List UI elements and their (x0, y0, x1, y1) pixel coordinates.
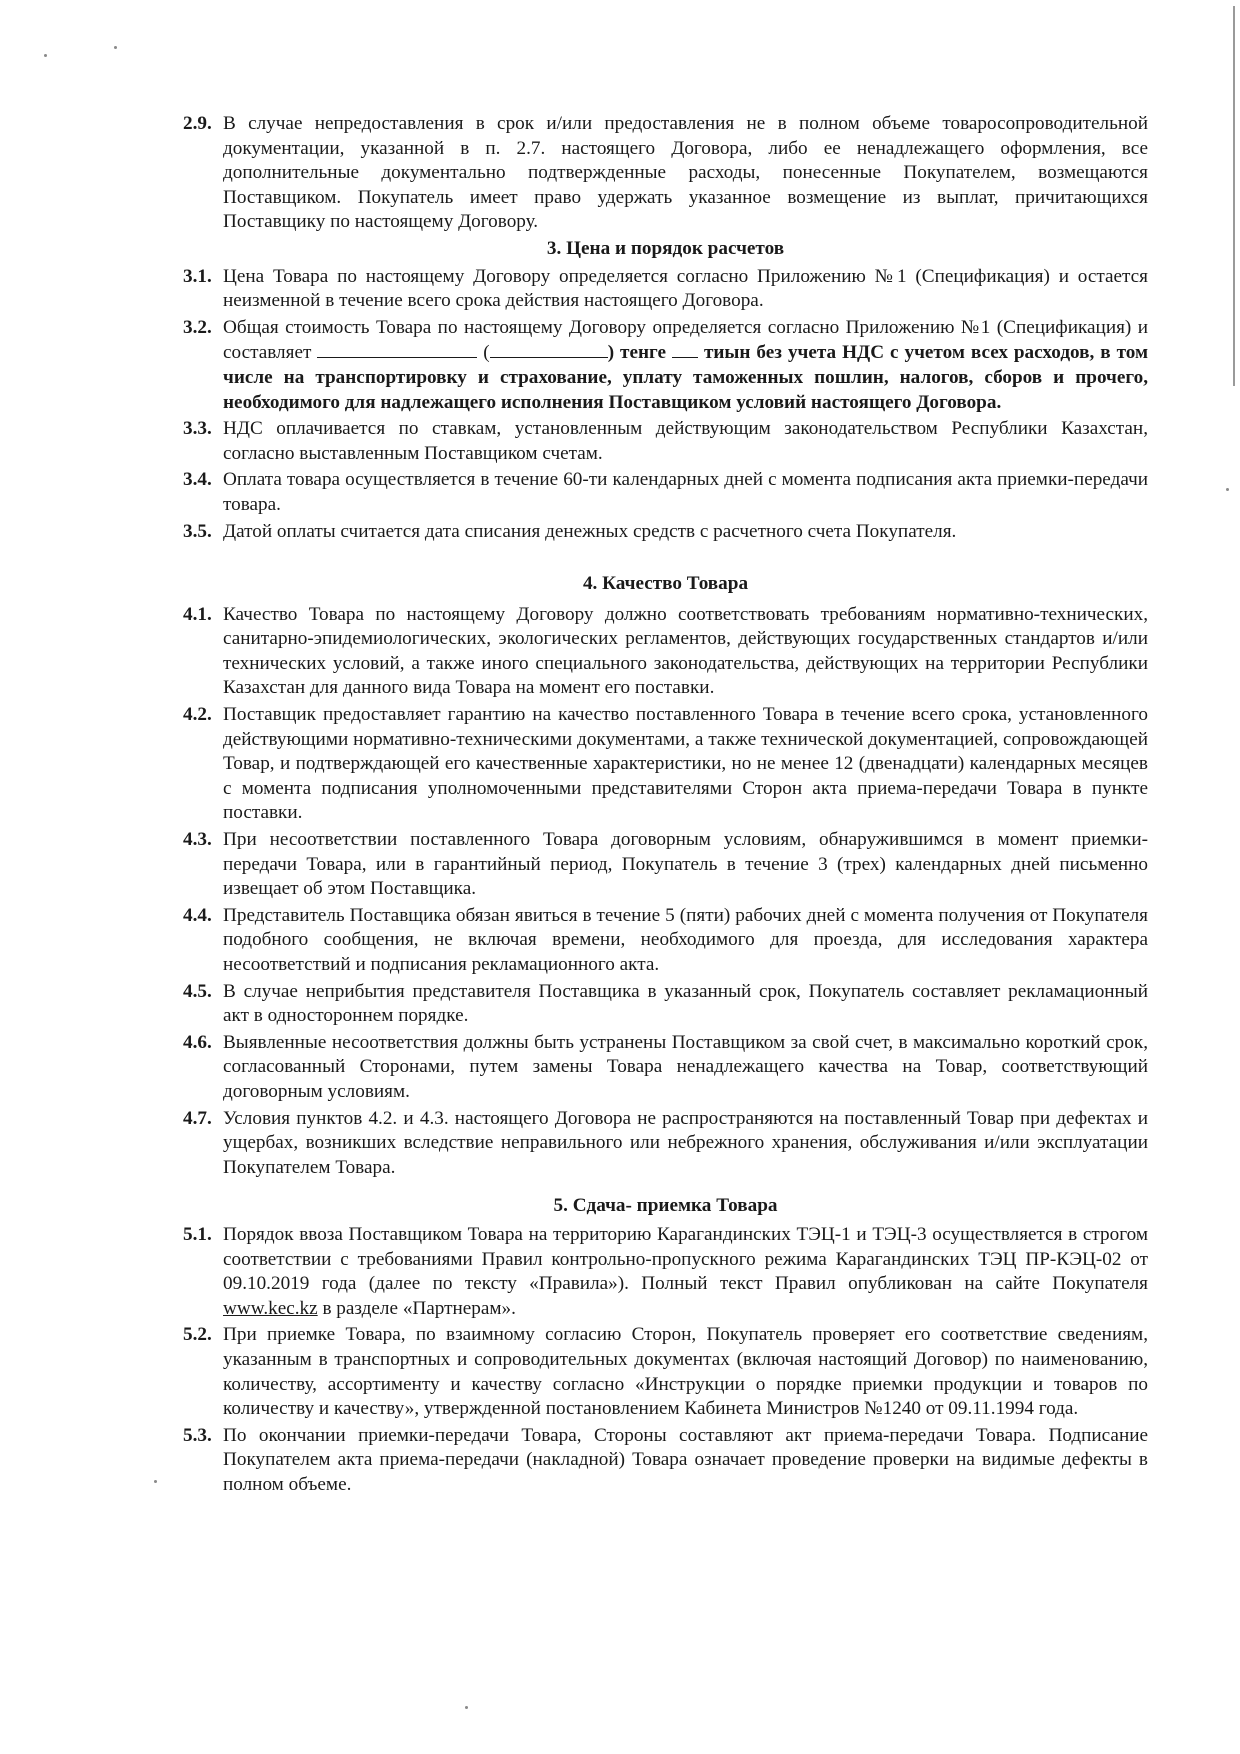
clause-number: 5.1. (183, 1223, 212, 1245)
clause-number: 3.3. (183, 418, 212, 440)
scan-speck (154, 1480, 157, 1483)
clause-number: 4.1. (183, 603, 212, 625)
clause-number: 4.7. (183, 1107, 212, 1129)
scan-speck (1226, 488, 1229, 491)
clause-text-part: Порядок ввоза Поставщиком Товара на территорию Карагандинских ТЭЦ-1 и ТЭЦ-3 осуществляется в строгом соответствии с требованиями Правил контрольно-пропускного режима Карагандинских ТЭЦ ПР-КЭЦ-02 от 09.10.2019 года (далее по тексту «Правила»). Полный текст Правил опубликован на сайте Покупателя (223, 1223, 1148, 1295)
clause-5-3 (183, 1424, 1148, 1498)
clause-text: Датой оплаты считается дата списания денежных средств с расчетного счета Покупателя. (223, 520, 957, 542)
clause-text (223, 1223, 1148, 1321)
scan-speck (44, 54, 47, 57)
document-body (183, 112, 1148, 1499)
blank-amount-words-field (490, 340, 608, 358)
clause-number: 3.2. (183, 316, 212, 338)
clause-text: В случае непредоставления в срок и/или предоставления не в полном объеме товаросопроводительной документации, указанной в п. 2.7. настоящего Договора, либо ее ненадлежащего оформления, все дополнительные документально подтвержденные расходы, понесенные Покупателем, возмещаются Поставщиком. Покупатель имеет право удержать указанное возмещение из выплат, причитающихся Поставщику по настоящему Договору. (223, 113, 1148, 233)
clause-text-part: Общая стоимость Товара по настоящему Договору определяется согласно Приложению №1 (Спецификация) и составляет (223, 316, 1148, 364)
clause-5-2 (183, 1323, 1148, 1421)
section-heading-5: 5. Сдача- приемка Товара (553, 1195, 778, 1217)
clause-text: НДС оплачивается по ставкам, установленным действующим законодательством Республики Казахстан, согласно выставленным Поставщиком счетам. (223, 418, 1148, 464)
clause-2-9 (183, 112, 1148, 235)
clause-text: Выявленные несоответствия должны быть устранены Поставщиком за свой счет, в максимально короткий срок, согласованный Сторонами, путем замены Товара ненадлежащего качества на Товар, соответствующий договорным условиям. (223, 1031, 1148, 1102)
clause-text-part: в разделе «Партнерам». (322, 1297, 516, 1319)
section-heading-3: 3. Цена и порядок расчетов (546, 237, 785, 259)
clause-4-7 (183, 1107, 1148, 1181)
clause-number: 4.4. (183, 904, 212, 926)
clause-3-4 (183, 468, 1148, 517)
website-link[interactable]: www.kec.kz (223, 1297, 318, 1319)
clause-4-5 (183, 980, 1148, 1029)
clause-number: 3.1. (183, 265, 212, 287)
clause-text: Оплата товара осуществляется в течение 60-ти календарных дней с момента подписания акта приемки-передачи товара. (223, 469, 1148, 515)
clause-3-1 (183, 265, 1148, 314)
blank-tiyn-field (672, 340, 698, 358)
clause-text: Качество Товара по настоящему Договору должно соответствовать требованиям нормативно-технических, санитарно-эпидемиологических, экологических регламентов, действующих государственных стандартов и/или технических условий, а также иного специального законодательства, действующих на территории Республики Казахстан для данного вида Товара на момент его поставки. (223, 603, 1148, 699)
clause-number: 5.2. (183, 1324, 212, 1346)
scan-speck (465, 1706, 468, 1709)
clause-number: 4.6. (183, 1031, 212, 1053)
clause-text-part: ( (483, 342, 490, 364)
section-heading-4: 4. Качество Товара (582, 573, 749, 595)
blank-amount-field (317, 340, 477, 358)
clause-text: По окончании приемки-передачи Товара, Стороны составляют акт приема-передачи Товара. Подписание Покупателем акта приема-передачи (накладной) Товара означает проведение проверки на видимые дефекты в полном объеме. (223, 1424, 1148, 1495)
clause-text: Поставщик предоставляет гарантию на качество поставленного Товара в течение всего срока, установленного действующими нормативно-техническими документами, а также технической документацией, сопровождающей Товар, и подтверждающей его качественные характеристики, но не менее 12 (двенадцати) календарных месяцев с момента подписания уполномоченными представителями Сторон акта приема-передачи Товара в пункте поставки. (223, 704, 1148, 824)
clause-number: 5.3. (183, 1424, 212, 1446)
clause-3-2 (183, 316, 1148, 415)
clause-text: При приемке Товара, по взаимному согласию Сторон, Покупатель проверяет его соответствие сведениям, указанным в транспортных и сопроводительных документах (включая настоящий Договор) по наименованию, количеству, ассортименту и качеству согласно «Инструкции о порядке приемки продукции и товаров по количеству и качеству», утвержденной постановлением Кабинета Министров №1240 от 09.11.1994 года. (223, 1324, 1148, 1420)
clause-text-part: тиын без учета НДС с учетом всех расходов, в том числе на транспортировку и страхование, уплату таможенных пошлин, налогов, сборов и прочего, необходимого для надлежащего исполнения Поставщиком условий настоящего Договора. (223, 342, 1149, 413)
clause-5-1 (183, 1223, 1148, 1321)
clause-4-6 (183, 1031, 1148, 1105)
clause-number: 4.5. (183, 980, 212, 1002)
clause-4-2 (183, 703, 1148, 826)
scan-edge-line (1233, 6, 1235, 386)
clause-number: 2.9. (183, 113, 212, 134)
clause-text-part: ) тенге (607, 342, 667, 364)
clause-number: 4.2. (183, 704, 212, 726)
clause-text: Представитель Поставщика обязан явиться в течение 5 (пяти) рабочих дней с момента получения от Покупателя подобного сообщения, не включая времени, необходимого для проезда, для исследования характера несоответствий и подписания рекламационного акта. (223, 904, 1148, 975)
clause-number: 3.5. (183, 520, 212, 542)
clause-number: 3.4. (183, 469, 212, 491)
clause-text: Условия пунктов 4.2. и 4.3. настоящего Договора не распространяются на поставленный Товар при дефектах и ущербах, возникших вследствие неправильного или небрежного хранения, обслуживания и/или эксплуатации Покупателем Товара. (223, 1107, 1148, 1178)
clause-text: Цена Товара по настоящему Договору определяется согласно Приложению №1 (Спецификация) и остается неизменной в течение всего срока действия настоящего Договора. (223, 265, 1148, 312)
clause-text: В случае неприбытия представителя Поставщика в указанный срок, Покупатель составляет рекламационный акт в одностороннем порядке. (223, 980, 1148, 1027)
clause-text: При несоответствии поставленного Товара договорным условиям, обнаружившимся в момент приемки-передачи Товара, или в гарантийный период, Покупатель в течение 3 (трех) календарных дней письменно извещает об этом Поставщика. (223, 829, 1148, 900)
scan-speck (114, 46, 117, 49)
clause-4-1 (183, 603, 1148, 701)
clause-number: 4.3. (183, 829, 212, 851)
clause-3-5 (183, 520, 1148, 545)
clause-4-4 (183, 904, 1148, 978)
clause-4-3 (183, 828, 1148, 902)
clause-text (223, 316, 1148, 415)
clause-3-3 (183, 417, 1148, 466)
